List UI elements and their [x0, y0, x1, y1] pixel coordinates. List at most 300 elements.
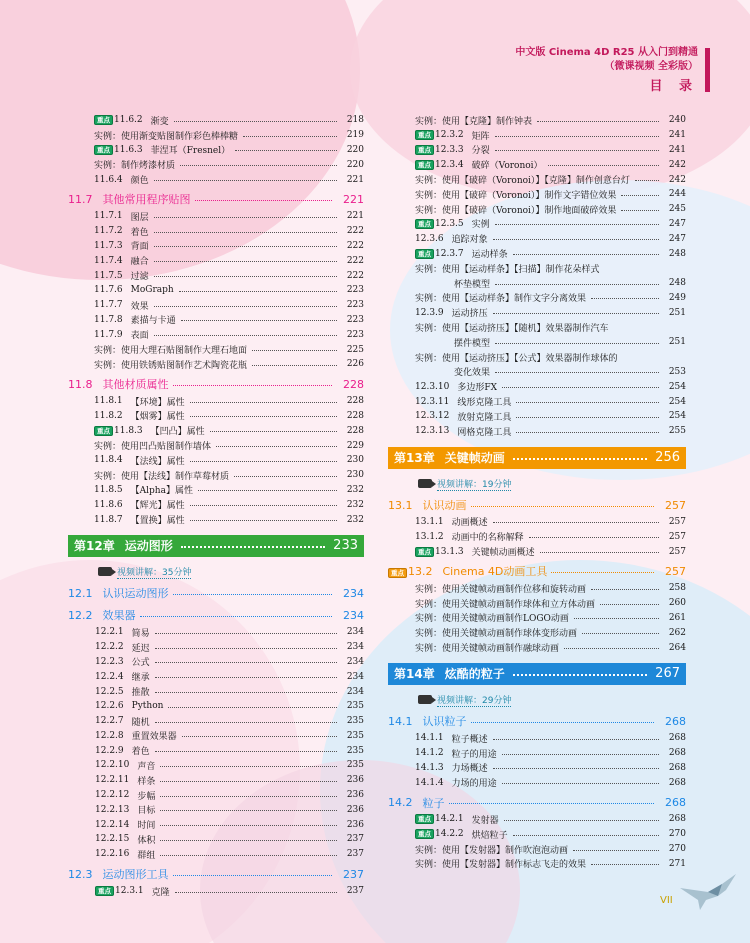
entry-number: 12.2.7 — [95, 716, 124, 727]
entry-title: 推散 — [131, 688, 150, 698]
entry-title: 运动挤压 — [451, 309, 488, 320]
entry-page: 236 — [346, 775, 364, 786]
rows-14-1 — [388, 731, 686, 790]
toc-entry[interactable] — [388, 276, 686, 291]
dot-leader — [635, 180, 659, 181]
entry-number: 重点 11.6.3 — [94, 145, 143, 155]
toc-example-entry[interactable] — [388, 291, 686, 306]
entry-page: 247 — [668, 233, 686, 244]
toc-entry[interactable] — [68, 512, 364, 527]
entry-number: 12.2.14 — [95, 819, 130, 830]
toc-entry[interactable] — [388, 305, 686, 320]
toc-entry[interactable] — [68, 239, 364, 254]
entry-number: 11.7.2 — [94, 226, 123, 237]
dot-leader — [154, 306, 337, 307]
toc-entry[interactable] — [388, 335, 686, 350]
toc-entry[interactable] — [68, 788, 364, 803]
entry-title: 【凹凸】属性 — [150, 427, 205, 438]
dot-leader — [495, 224, 659, 225]
entry-number: 12.2.13 — [95, 804, 130, 815]
entry-number: 11.7.6 — [94, 285, 123, 296]
entry-title: 继承 — [131, 673, 150, 684]
entry-page: 242 — [668, 159, 686, 170]
toc-example-entry[interactable] — [388, 611, 686, 626]
toc-entry[interactable] — [388, 231, 686, 246]
dot-leader — [154, 246, 337, 247]
toc-example-entry[interactable] — [388, 350, 686, 365]
dot-leader — [513, 835, 659, 836]
dot-leader — [529, 537, 659, 538]
toc-entry[interactable] — [388, 379, 686, 394]
entry-number: 11.8.6 — [94, 499, 123, 510]
entry-page: 237 — [346, 886, 364, 897]
entry-page: 268 — [668, 748, 686, 759]
toc-example-entry[interactable] — [388, 842, 686, 857]
entry-title: 实例：使用凹凸贴图制作墙体 — [94, 442, 212, 453]
entry-title: 粒子的用途 — [451, 749, 497, 760]
section-12-2[interactable]: 12.2 效果器 234 — [68, 608, 364, 623]
dot-leader — [621, 195, 659, 196]
dot-leader — [591, 298, 659, 299]
toc-example-entry[interactable] — [388, 172, 686, 187]
dot-leader — [235, 150, 337, 151]
dot-leader — [182, 736, 337, 737]
rows-13-2 — [388, 581, 686, 655]
toc-example-entry[interactable] — [68, 357, 364, 372]
entry-page: 230 — [346, 470, 364, 481]
dot-leader — [495, 284, 659, 285]
section-12-3[interactable]: 12.3 运动图形工具 237 — [68, 867, 364, 882]
dot-leader — [190, 402, 337, 403]
entry-number: 12.3.12 — [415, 411, 450, 422]
dot-leader — [493, 313, 659, 314]
dot-leader — [504, 820, 659, 821]
entry-title: 【辉光】属性 — [130, 501, 185, 512]
dot-leader — [160, 855, 337, 856]
video-camera-icon — [418, 695, 432, 704]
toc-example-entry[interactable] — [388, 596, 686, 611]
entry-title: 实例：制作烤漆材质 — [94, 161, 176, 172]
entry-page: 228 — [346, 396, 364, 407]
toc-example-entry[interactable] — [388, 581, 686, 596]
dot-leader — [175, 892, 337, 893]
entry-number: 重点 12.3.7 — [415, 249, 464, 259]
toc-entry[interactable] — [68, 699, 364, 714]
entry-title: 实例：使用【破碎（Voronoi）】制作文字错位效果 — [415, 190, 617, 201]
dot-leader — [516, 417, 659, 418]
dot-leader — [168, 707, 337, 708]
entry-title: 实例：使用【破碎（Voronoi）】【克隆】制作创意台灯 — [415, 176, 630, 187]
section-14-1[interactable]: 14.1 认识粒子 268 — [388, 714, 686, 729]
toc-entry[interactable] — [388, 731, 686, 746]
section-12-1[interactable]: 12.1 认识运动图形 234 — [68, 586, 364, 601]
entry-page: 228 — [346, 425, 364, 436]
chapter-13-heading[interactable]: 第13章 关键帧动画 256 — [388, 447, 686, 469]
entry-title: 延迟 — [131, 643, 150, 654]
entry-page: 223 — [346, 314, 364, 325]
entry-page: 260 — [668, 598, 686, 609]
dot-leader — [216, 446, 337, 447]
entry-title: 实例：使用【运动样条】制作文字分离效果 — [415, 294, 587, 305]
entry-number: 12.2.15 — [95, 834, 130, 845]
dot-leader — [582, 633, 659, 634]
dot-leader — [564, 648, 659, 649]
entry-title: 力场概述 — [451, 764, 488, 775]
entry-page: 228 — [346, 410, 364, 421]
toc-example-entry[interactable] — [68, 468, 364, 483]
dot-leader — [252, 350, 337, 351]
video-duration-12: 视频讲解：35分钟 — [98, 563, 364, 581]
key-point-badge: 重点 — [94, 115, 113, 125]
toc-entry[interactable] — [68, 832, 364, 847]
toc-entry[interactable] — [68, 817, 364, 832]
entry-number: 12.2.1 — [95, 627, 124, 638]
entry-number: 11.7.4 — [94, 255, 123, 266]
toc-entry[interactable] — [68, 423, 364, 438]
key-point-badge: 重点 — [95, 886, 114, 896]
entry-title: 粒子概述 — [451, 734, 488, 745]
entry-title: 【环境】属性 — [130, 397, 185, 408]
toc-example-entry[interactable] — [388, 625, 686, 640]
chapter-14-heading[interactable]: 第14章 炫酷的粒子 267 — [388, 663, 686, 685]
toc-example-entry[interactable] — [68, 438, 364, 453]
entry-page: 223 — [346, 300, 364, 311]
entry-title: 素描与卡通 — [130, 316, 176, 327]
entry-page: 257 — [668, 516, 686, 527]
toc-entry[interactable] — [68, 268, 364, 283]
entry-title: 线形克隆工具 — [457, 398, 512, 409]
entry-title: 实例：使用【发射器】制作标志飞走的效果 — [415, 860, 587, 871]
toc-entry[interactable] — [68, 655, 364, 670]
entry-title: 杯垫模型 — [454, 279, 491, 290]
video-camera-icon — [98, 567, 112, 576]
dot-leader — [495, 150, 659, 151]
book-subtitle: （微课视频 全彩版） — [604, 61, 698, 72]
entry-number: 12.3.13 — [415, 426, 450, 437]
toc-entry[interactable] — [68, 394, 364, 409]
entry-page: 229 — [346, 440, 364, 451]
entry-page: 232 — [346, 499, 364, 510]
toc-entry[interactable] — [68, 453, 364, 468]
entry-page: 232 — [346, 514, 364, 525]
page-title: 目 录 — [649, 79, 698, 94]
toc-entry[interactable] — [68, 298, 364, 313]
entry-title: 分裂 — [471, 146, 490, 157]
dot-leader — [160, 825, 337, 826]
entry-number: 14.1.1 — [415, 733, 444, 744]
entry-page: 236 — [346, 804, 364, 815]
entry-page: 248 — [668, 278, 686, 289]
entry-number: 11.7.5 — [94, 270, 123, 281]
entry-number: 11.8.7 — [94, 514, 123, 525]
toc-example-entry[interactable] — [68, 157, 364, 172]
toc-entry[interactable] — [388, 217, 686, 232]
toc-entry[interactable] — [388, 128, 686, 143]
rows-12-2 — [68, 625, 364, 862]
toc-entry[interactable] — [388, 775, 686, 790]
entry-page: 270 — [668, 844, 686, 855]
section-13-2[interactable]: 重点 13.2 Cinema 4D动画工具 257 — [388, 562, 686, 581]
rows-11-6 — [68, 113, 364, 187]
toc-example-entry[interactable] — [388, 113, 686, 128]
entry-title: 表面 — [130, 331, 149, 342]
page-number: VII — [660, 895, 673, 906]
entry-title: 重置效果器 — [131, 732, 177, 743]
toc-example-entry[interactable] — [388, 856, 686, 871]
toc-entry[interactable] — [68, 483, 364, 498]
entry-page: 225 — [346, 344, 364, 355]
entry-title: 【Alpha】属性 — [130, 486, 193, 497]
entry-title: 菲涅耳（Fresnel） — [150, 146, 231, 157]
toc-example-entry[interactable] — [68, 342, 364, 357]
entry-title: 实例：使用关键帧动画制作LOGO动画 — [415, 614, 569, 625]
key-point-badge: 重点 — [94, 426, 113, 436]
dot-leader — [574, 618, 659, 619]
entry-title: 图层 — [130, 212, 149, 223]
dot-leader — [516, 432, 659, 433]
toc-entry[interactable] — [68, 758, 364, 773]
entry-number: 12.3.11 — [415, 396, 450, 407]
toc-entry[interactable] — [388, 157, 686, 172]
entry-title: 声音 — [137, 761, 156, 772]
toc-entry[interactable] — [388, 143, 686, 158]
entry-number: 重点 14.2.1 — [415, 814, 464, 824]
entry-page: 257 — [668, 546, 686, 557]
entry-page: 222 — [346, 270, 364, 281]
toc-entry[interactable] — [68, 113, 364, 128]
toc-entry[interactable] — [68, 209, 364, 224]
rows-13-1 — [388, 515, 686, 559]
dot-leader — [155, 722, 337, 723]
toc-example-entry[interactable] — [388, 202, 686, 217]
entry-title: 背面 — [130, 242, 149, 253]
entry-title: 实例 — [471, 220, 490, 231]
dot-leader — [190, 461, 337, 462]
toc-entry[interactable] — [388, 827, 686, 842]
dot-leader — [537, 121, 659, 122]
key-point-badge: 重点 — [415, 547, 434, 557]
section-11-8[interactable]: 11.8 其他材质属性 228 — [68, 377, 364, 392]
toc-entry[interactable] — [68, 253, 364, 268]
entry-page: 235 — [346, 745, 364, 756]
entry-number: 14.1.2 — [415, 748, 444, 759]
entry-number: 11.7.8 — [94, 314, 123, 325]
entry-title: 时间 — [137, 821, 156, 832]
entry-page: 221 — [346, 211, 364, 222]
entry-number: 12.2.8 — [95, 730, 124, 741]
dot-leader — [573, 850, 659, 851]
entry-page: 254 — [668, 396, 686, 407]
toc-column-right — [388, 113, 686, 871]
toc-entry[interactable] — [388, 246, 686, 261]
dot-leader — [180, 165, 337, 166]
entry-title: 着色 — [130, 227, 149, 238]
key-point-badge: 重点 — [415, 160, 434, 170]
entry-page: 254 — [668, 381, 686, 392]
entry-title: 动画中的名称解释 — [451, 533, 524, 544]
dot-leader — [190, 416, 337, 417]
entry-page: 234 — [346, 627, 364, 638]
entry-page: 253 — [668, 366, 686, 377]
toc-entry[interactable] — [388, 365, 686, 380]
entry-page: 223 — [346, 329, 364, 340]
toc-entry[interactable] — [388, 394, 686, 409]
entry-title: 体积 — [137, 835, 156, 846]
toc-entry[interactable] — [68, 625, 364, 640]
video-duration-14: 视频讲解：29分钟 — [418, 691, 686, 709]
dot-leader — [190, 505, 337, 506]
toc-entry[interactable] — [68, 327, 364, 342]
entry-number: 12.2.6 — [95, 701, 124, 712]
dot-leader — [198, 490, 337, 491]
entry-number: 12.3.9 — [415, 307, 444, 318]
toc-example-entry[interactable] — [68, 128, 364, 143]
entry-title: 效果 — [130, 301, 149, 312]
entry-number: 11.8.1 — [94, 396, 123, 407]
entry-title: 摆件模型 — [454, 338, 491, 349]
entry-title: 网格克隆工具 — [457, 427, 512, 438]
entry-title: 实例：使用关键帧动画制作球体和立方体动画 — [415, 599, 596, 610]
entry-page: 249 — [668, 292, 686, 303]
entry-title: 【烟雾】属性 — [130, 412, 185, 423]
dot-leader — [174, 121, 337, 122]
entry-title: 实例：使用【运动挤压】【随机】效果器制作汽车 — [415, 324, 609, 335]
entry-title: 公式 — [131, 658, 150, 669]
toc-entry[interactable] — [388, 409, 686, 424]
dot-leader — [548, 165, 659, 166]
header-accent-bar — [705, 48, 710, 92]
key-point-badge: 重点 — [415, 814, 434, 824]
entry-title: 力场的用途 — [451, 779, 497, 790]
toc-entry[interactable] — [68, 714, 364, 729]
entry-title: 烘焙粒子 — [471, 830, 508, 841]
toc-entry[interactable] — [388, 515, 686, 530]
toc-entry[interactable] — [68, 143, 364, 158]
toc-entry[interactable] — [68, 497, 364, 512]
entry-number: 11.7.7 — [94, 300, 123, 311]
entry-number: 重点 12.3.4 — [415, 160, 464, 170]
entry-title: 实例：使用大理石贴图制作大理石地面 — [94, 346, 248, 357]
entry-page: 251 — [668, 307, 686, 318]
entry-page: 247 — [668, 218, 686, 229]
toc-entry[interactable] — [68, 684, 364, 699]
dot-leader — [243, 136, 337, 137]
entry-number: 12.2.16 — [95, 849, 130, 860]
section-14-2[interactable]: 14.2 粒子 268 — [388, 796, 686, 810]
toc-entry[interactable] — [68, 773, 364, 788]
dot-leader — [154, 180, 337, 181]
entry-number: 重点 13.1.3 — [415, 547, 464, 557]
entry-page: 221 — [346, 174, 364, 185]
toc-entry[interactable] — [68, 847, 364, 862]
chapter-12-heading[interactable]: 第12章 运动图形 233 — [68, 535, 364, 557]
toc-entry[interactable] — [68, 884, 364, 899]
toc-entry[interactable] — [388, 544, 686, 559]
toc-entry[interactable] — [68, 283, 364, 298]
dot-leader — [190, 520, 337, 521]
toc-entry[interactable] — [68, 172, 364, 187]
entry-title: 实例：使用【运动样条】【扫描】制作花朵样式 — [415, 264, 600, 275]
entry-page: 235 — [346, 730, 364, 741]
entry-title: 实例：使用【运动挤压】【公式】效果器制作球体的 — [415, 353, 618, 364]
dot-leader — [155, 751, 337, 752]
toc-entry[interactable] — [68, 313, 364, 328]
toc-entry[interactable] — [388, 746, 686, 761]
toc-entry[interactable] — [388, 812, 686, 827]
entry-title: 目标 — [137, 806, 156, 817]
hummingbird-icon — [678, 870, 738, 914]
entry-title: 实例：使用【克隆】制作钟表 — [415, 116, 533, 127]
entry-page: 220 — [346, 144, 364, 155]
toc-entry[interactable] — [68, 669, 364, 684]
entry-page: 251 — [668, 337, 686, 348]
entry-number: 重点 11.8.3 — [94, 426, 143, 436]
toc-entry[interactable] — [68, 743, 364, 758]
entry-page: 241 — [668, 130, 686, 141]
toc-example-entry[interactable] — [388, 261, 686, 276]
dot-leader — [154, 276, 337, 277]
toc-example-entry[interactable] — [388, 320, 686, 335]
entry-title: 简易 — [131, 628, 150, 639]
dot-leader — [516, 402, 659, 403]
entry-page: 220 — [346, 159, 364, 170]
entry-page: 257 — [668, 531, 686, 542]
toc-example-entry[interactable] — [388, 187, 686, 202]
entry-number: 重点 12.3.5 — [415, 219, 464, 229]
toc-entry[interactable] — [388, 424, 686, 439]
entry-number: 重点 12.3.1 — [95, 886, 144, 896]
dot-leader — [493, 239, 659, 240]
dot-leader — [540, 552, 659, 553]
toc-example-entry[interactable] — [388, 640, 686, 655]
entry-title: 步幅 — [137, 791, 156, 802]
toc-entry[interactable] — [68, 409, 364, 424]
entry-page: 268 — [668, 777, 686, 788]
dot-leader — [591, 864, 659, 865]
entry-page: 248 — [668, 248, 686, 259]
toc-entry[interactable] — [68, 802, 364, 817]
entry-number: 11.7.9 — [94, 329, 123, 340]
dot-leader — [234, 476, 337, 477]
dot-leader — [495, 372, 659, 373]
entry-title: 关键帧动画概述 — [471, 548, 535, 559]
toc-column-left — [68, 113, 364, 898]
toc-entry[interactable] — [68, 224, 364, 239]
entry-page: 237 — [346, 849, 364, 860]
section-11-7[interactable]: 11.7 其他常用程序贴图 221 — [68, 192, 364, 207]
entry-page: 258 — [668, 583, 686, 594]
entry-page: 242 — [668, 174, 686, 185]
entry-number: 11.8.4 — [94, 455, 123, 466]
toc-entry[interactable] — [388, 529, 686, 544]
entry-title: 随机 — [131, 717, 150, 728]
entry-title: 实例：使用渐变贴图制作彩色棒棒糖 — [94, 131, 239, 142]
toc-entry[interactable] — [388, 761, 686, 776]
toc-entry[interactable] — [68, 640, 364, 655]
dot-leader — [181, 320, 337, 321]
entry-page: 232 — [346, 484, 364, 495]
entry-number: 12.2.9 — [95, 745, 124, 756]
entry-number: 11.7.1 — [94, 211, 123, 222]
dot-leader — [600, 604, 659, 605]
toc-entry[interactable] — [68, 729, 364, 744]
entry-title: 过滤 — [130, 272, 149, 283]
book-title: 中文版 Cinema 4D R25 从入门到精通 — [515, 47, 698, 58]
section-13-1[interactable]: 13.1 认识动画 257 — [388, 498, 686, 513]
entry-page: 244 — [668, 189, 686, 200]
entry-title: 实例：使用【破碎（Voronoi）】制作地面破碎效果 — [415, 205, 617, 216]
entry-title: 渐变 — [150, 116, 169, 127]
